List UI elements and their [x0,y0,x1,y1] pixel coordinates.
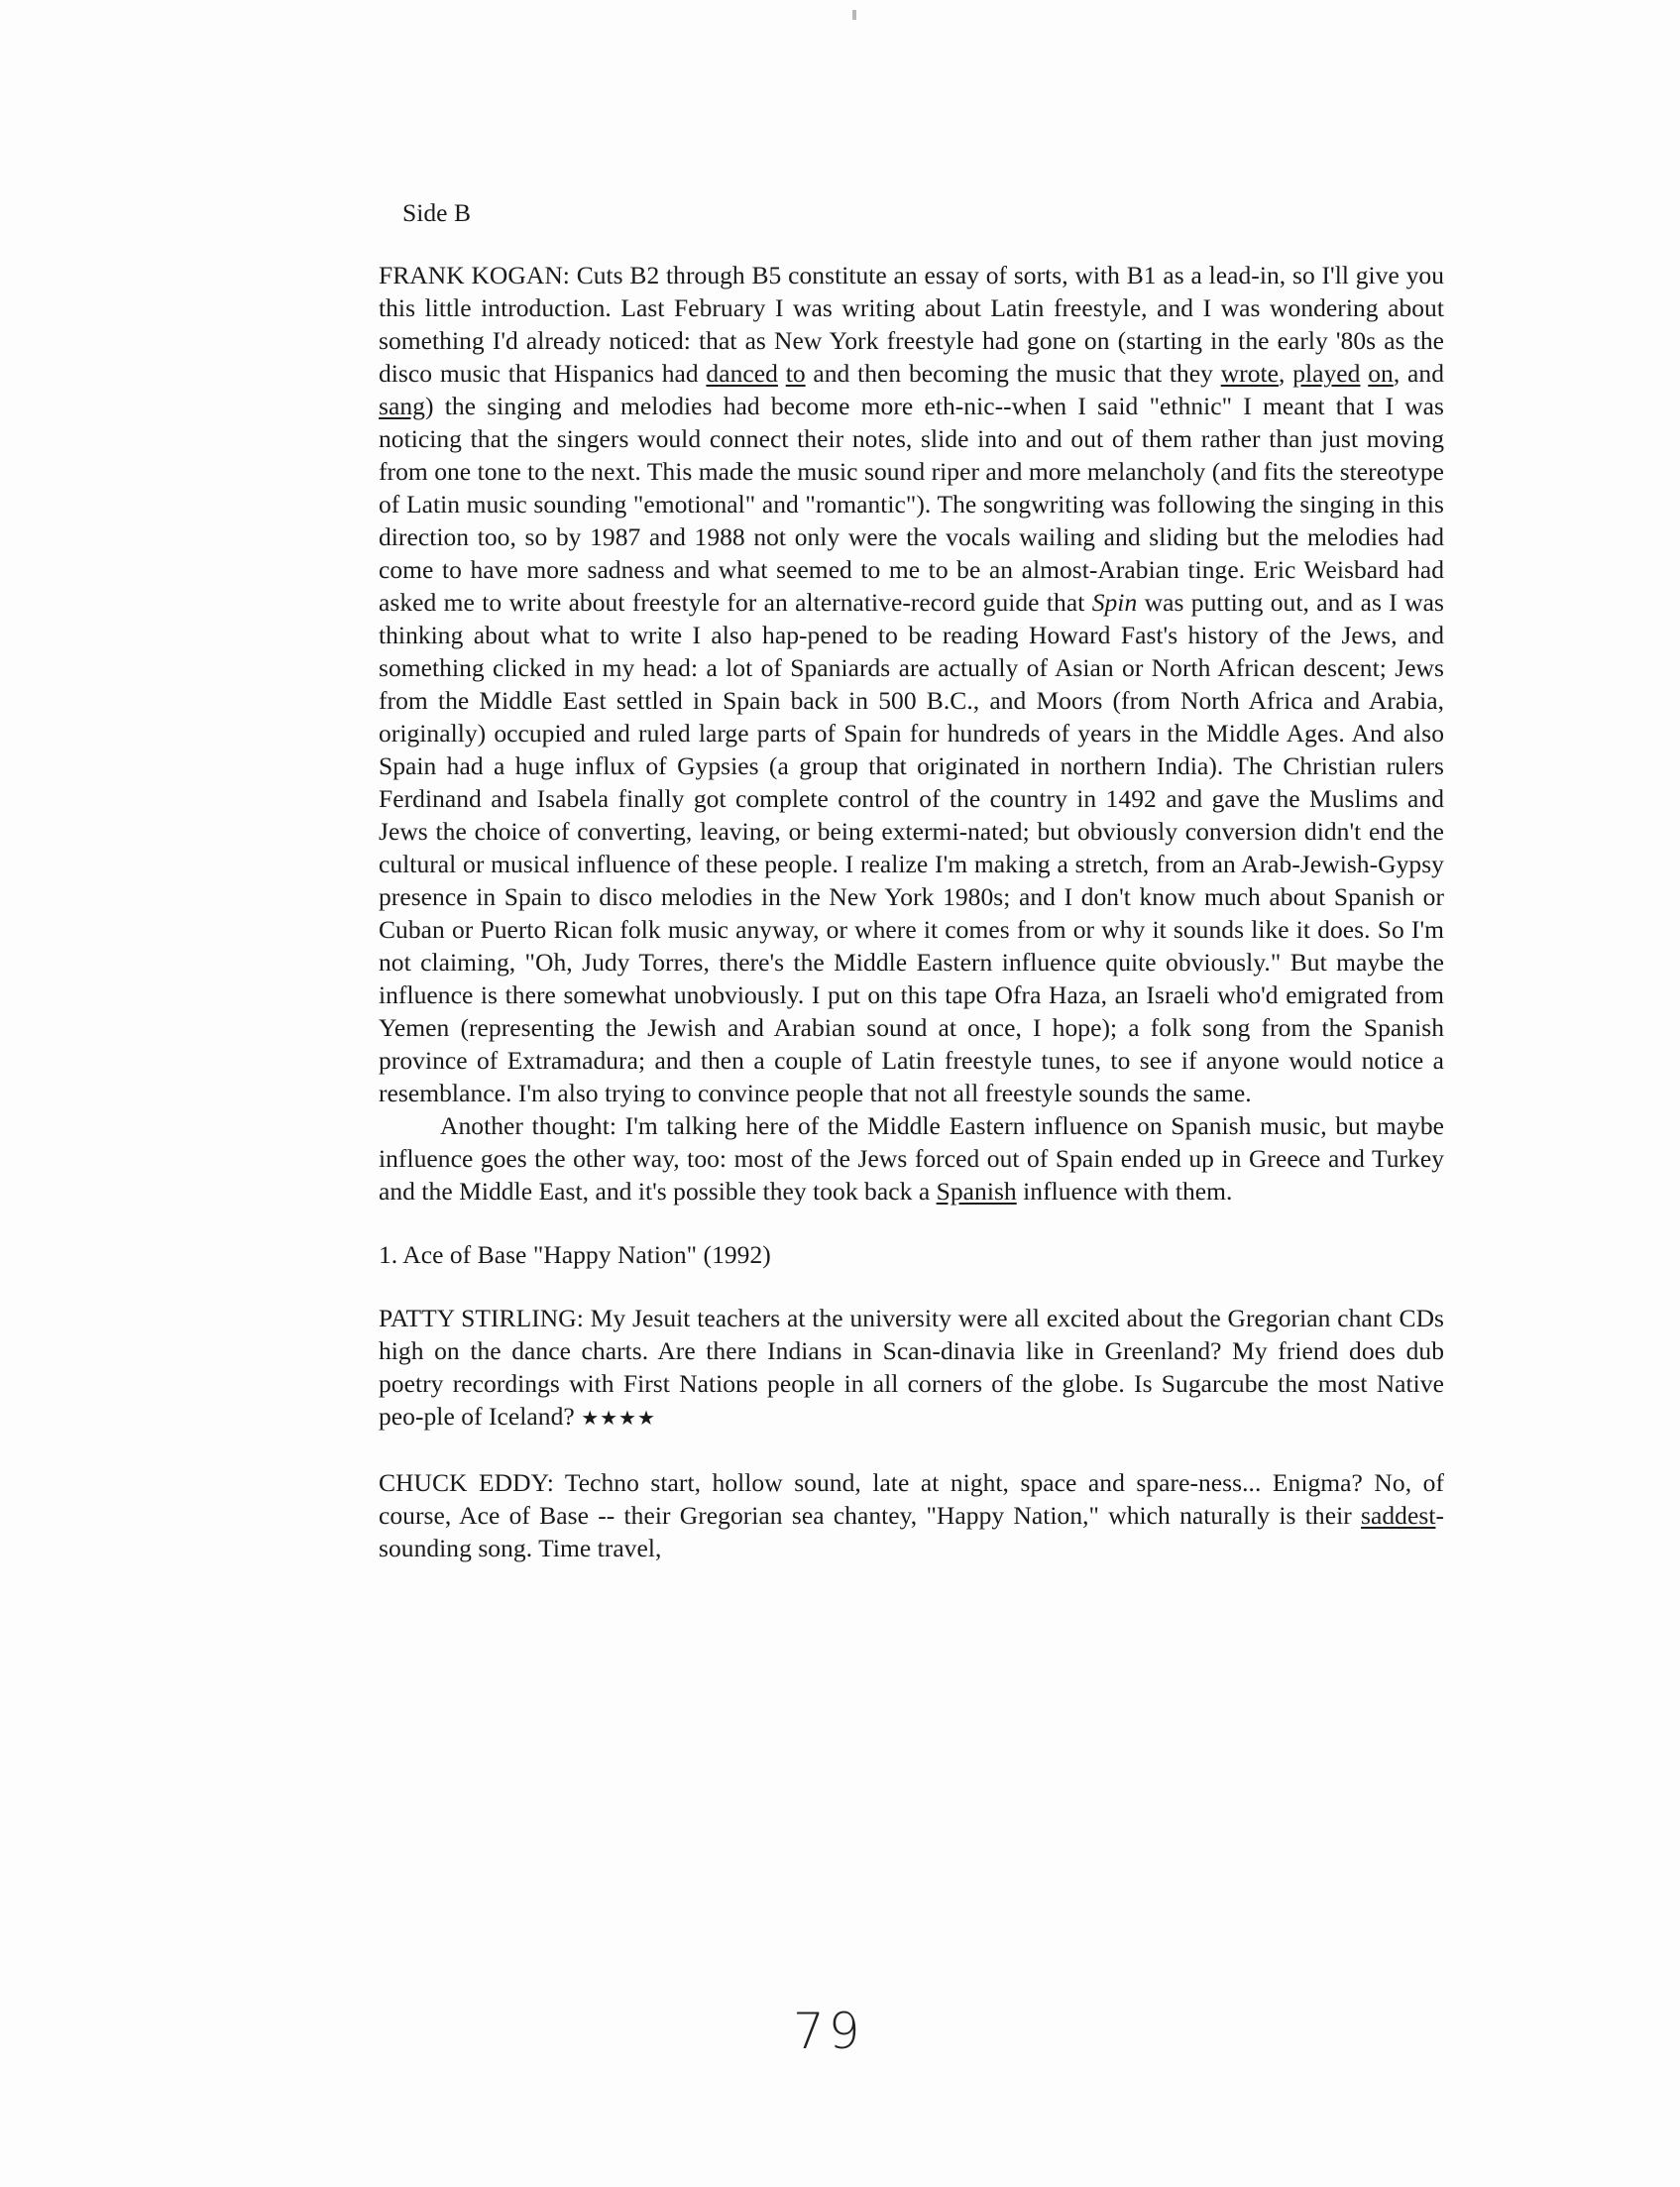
chuck-paragraph: CHUCK EDDY: Techno start, hollow sound, late at night, space and spare-ness... Enigma? No, of course, Ace of Base -- their Gregorian sea chantey, "Happy Nation," which naturally is their saddest-sounding song. Time travel, [379,1468,1444,1562]
underlined-word: played [1292,359,1361,388]
speaker-name: CHUCK EDDY: [379,1468,554,1497]
underlined-word: saddest [1361,1501,1436,1530]
underlined-word: sang [379,392,425,420]
underlined-word: danced [706,359,778,388]
underlined-word: to [785,359,806,388]
handwritten-page-number: 79 [793,2003,864,2060]
speaker-name: FRANK KOGAN: [379,261,570,289]
star-rating: ★★★★ [581,1408,656,1430]
underlined-word: wrote [1220,359,1279,388]
intro-paragraph: FRANK KOGAN: Cuts B2 through B5 constitute an essay of sorts, with B1 as a lead-in, so I'll give you this little introduction. Last February I was writing about Latin freestyle, and I was wondering about something I'd already noticed: that as New York freestyle had gone on (starting in the early '80s as the disco music that Hispanics had danced to and then becoming the music that they wrote, played on, and sang) the singing and melodies had become more eth-nic--when I said "ethnic" I meant that I was noticing that the singers would connect their notes, slide into and out of them rather than just moving from one tone to the next. This made the music sound riper and more melancholy (and fits the stereotype of Latin music sounding "emotional" and "romantic"). The songwriting was following the singing in this direction too, so by 1987 and 1988 not only were the vocals wailing and sliding but the melodies had come to have more sadness and what seemed to me to be an almost-Arabian tinge. Eric Weisbard had asked me to write about freestyle for an alternative-record guide that Spin was putting out, and as I was thinking about what to write I also hap-pened to be reading Howard Fast's history of the Jews, and something clicked in my head: a lot of Spaniards are actually of Asian or North African descent; Jews from the Middle East settled in Spain back in 500 B.C., and Moors (from North Africa and Arabia, originally) occupied and ruled large parts of Spain for hundreds of years in the Middle Ages. And also Spain had a huge influx of Gypsies (a group that originated in northern India). The Christian rulers Ferdinand and Isabela finally got complete control of the country in 1492 and gave the Muslims and Jews the choice of converting, leaving, or being extermi-nated; but obviously conversion didn't end the cultural or musical influence of these people. I realize I'm making a stretch, from an Arab-Jewish-Gypsy presence in Spain to disco melodies in the New York 1980s; and I don't know much about Spanish or Cuban or Puerto Rican folk music anyway, or where it comes from or why it sounds like it does. So I'm not claiming, "Oh, Judy Torres, there's the Middle Eastern influence quite obviously." But maybe the influence is there somewhat unobviously. I put on this tape Ofra Haza, an Israeli who'd emigrated from Yemen (representing the Jewish and Arabian sound at once, I hope); a folk song from the Spanish province of Extramadura; and then a couple of Latin freestyle tunes, to see if anyone would notice a resemblance. I'm also trying to convince people that not all freestyle sounds the same. Another thought: I'm talking here of the Middle Eastern influence on Spanish music, but maybe influence goes the other way, too: most of the Jews forced out of Spain ended up in Greece and Turkey and the Middle East, and it's possible they took back a Spanish influence with them. [379,261,1445,1206]
underlined-word: on [1368,359,1394,388]
italic-title: Spin [1091,588,1138,617]
document-body [379,196,1444,1595]
side-label: Side B [402,198,472,227]
patty-paragraph: PATTY STIRLING: My Jesuit teachers at the university were all excited about the Gregorian chant CDs high on the dance charts. Are there Indians in Scan-dinavia like in Greenland? My friend does dub poetry recordings with First Nations people in all corners of the globe. Is Sugarcube the most Native peo-ple of Iceland? ★★★★ [379,1304,1445,1431]
scan-mark [852,10,856,20]
track-heading: 1. Ace of Base "Happy Nation" (1992) [379,1240,771,1269]
speaker-name: PATTY STIRLING: [379,1304,584,1332]
underlined-word: Spanish [936,1177,1017,1206]
